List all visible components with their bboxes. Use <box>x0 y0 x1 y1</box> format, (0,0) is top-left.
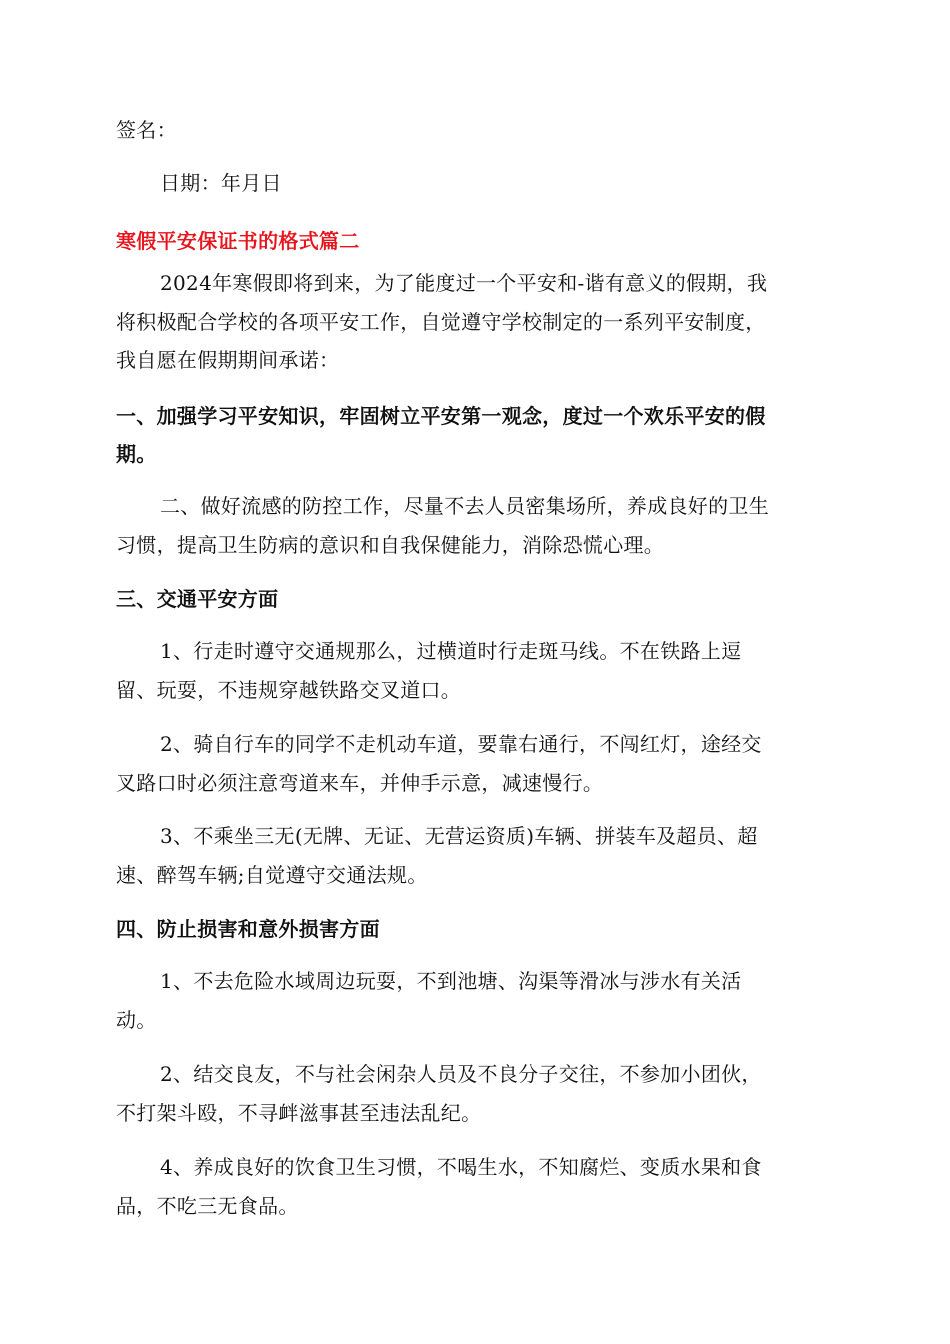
heading-4: 四、防止损害和意外损害方面 <box>116 917 380 941</box>
traffic-3-line-1: 3、不乘坐三无(无牌、无证、无营运资质)车辆、拼装车及超员、超 <box>160 824 758 848</box>
safety-2-line-2: 不打架斗殴，不寻衅滋事甚至违法乱纪。 <box>116 1101 482 1125</box>
heading-3: 三、交通平安方面 <box>116 587 279 611</box>
signature-label: 签名： <box>116 118 177 142</box>
safety-1-line-2: 动。 <box>116 1008 157 1032</box>
heading-1-line-1: 一、加强学习平安知识，牢固树立平安第一观念，度过一个欢乐平安的假 <box>116 404 766 428</box>
traffic-1-line-2: 留、玩耍，不违规穿越铁路交叉道口。 <box>116 678 462 702</box>
section-title: 寒假平安保证书的格式篇二 <box>116 229 360 253</box>
traffic-1-line-1: 1、行走时遵守交通规那么，过横道时行走斑马线。不在铁路上逗 <box>160 639 742 663</box>
date-label: 日期：年月日 <box>160 171 282 195</box>
intro-line-3: 我自愿在假期期间承诺： <box>116 348 340 372</box>
safety-1-line-1: 1、不去危险水域周边玩耍，不到池塘、沟渠等滑冰与涉水有关活 <box>160 969 742 993</box>
item-2-line-1: 二、做好流感的防控工作，尽量不去人员密集场所，养成良好的卫生 <box>160 494 769 518</box>
intro-line-1: 2024年寒假即将到来，为了能度过一个平安和-谐有意义的假期，我 <box>160 271 768 295</box>
safety-3-line-1: 4、养成良好的饮食卫生习惯，不喝生水，不知腐烂、变质水果和食 <box>160 1155 762 1179</box>
traffic-2-line-1: 2、骑自行车的同学不走机动车道，要靠右通行，不闯红灯，途经交 <box>160 732 762 756</box>
safety-3-line-2: 品，不吃三无食品。 <box>116 1194 299 1218</box>
intro-line-2: 将积极配合学校的各项平安工作，自觉遵守学校制定的一系列平安制度， <box>116 310 766 334</box>
safety-2-line-1: 2、结交良友，不与社会闲杂人员及不良分子交往，不参加小团伙， <box>160 1062 762 1086</box>
traffic-2-line-2: 叉路口时必须注意弯道来车，并伸手示意，减速慢行。 <box>116 771 604 795</box>
traffic-3-line-2: 速、醉驾车辆;自觉遵守交通法规。 <box>116 863 428 887</box>
item-2-line-2: 习惯，提高卫生防病的意识和自我保健能力，消除恐慌心理。 <box>116 533 665 557</box>
heading-1-line-2: 期。 <box>116 442 157 466</box>
